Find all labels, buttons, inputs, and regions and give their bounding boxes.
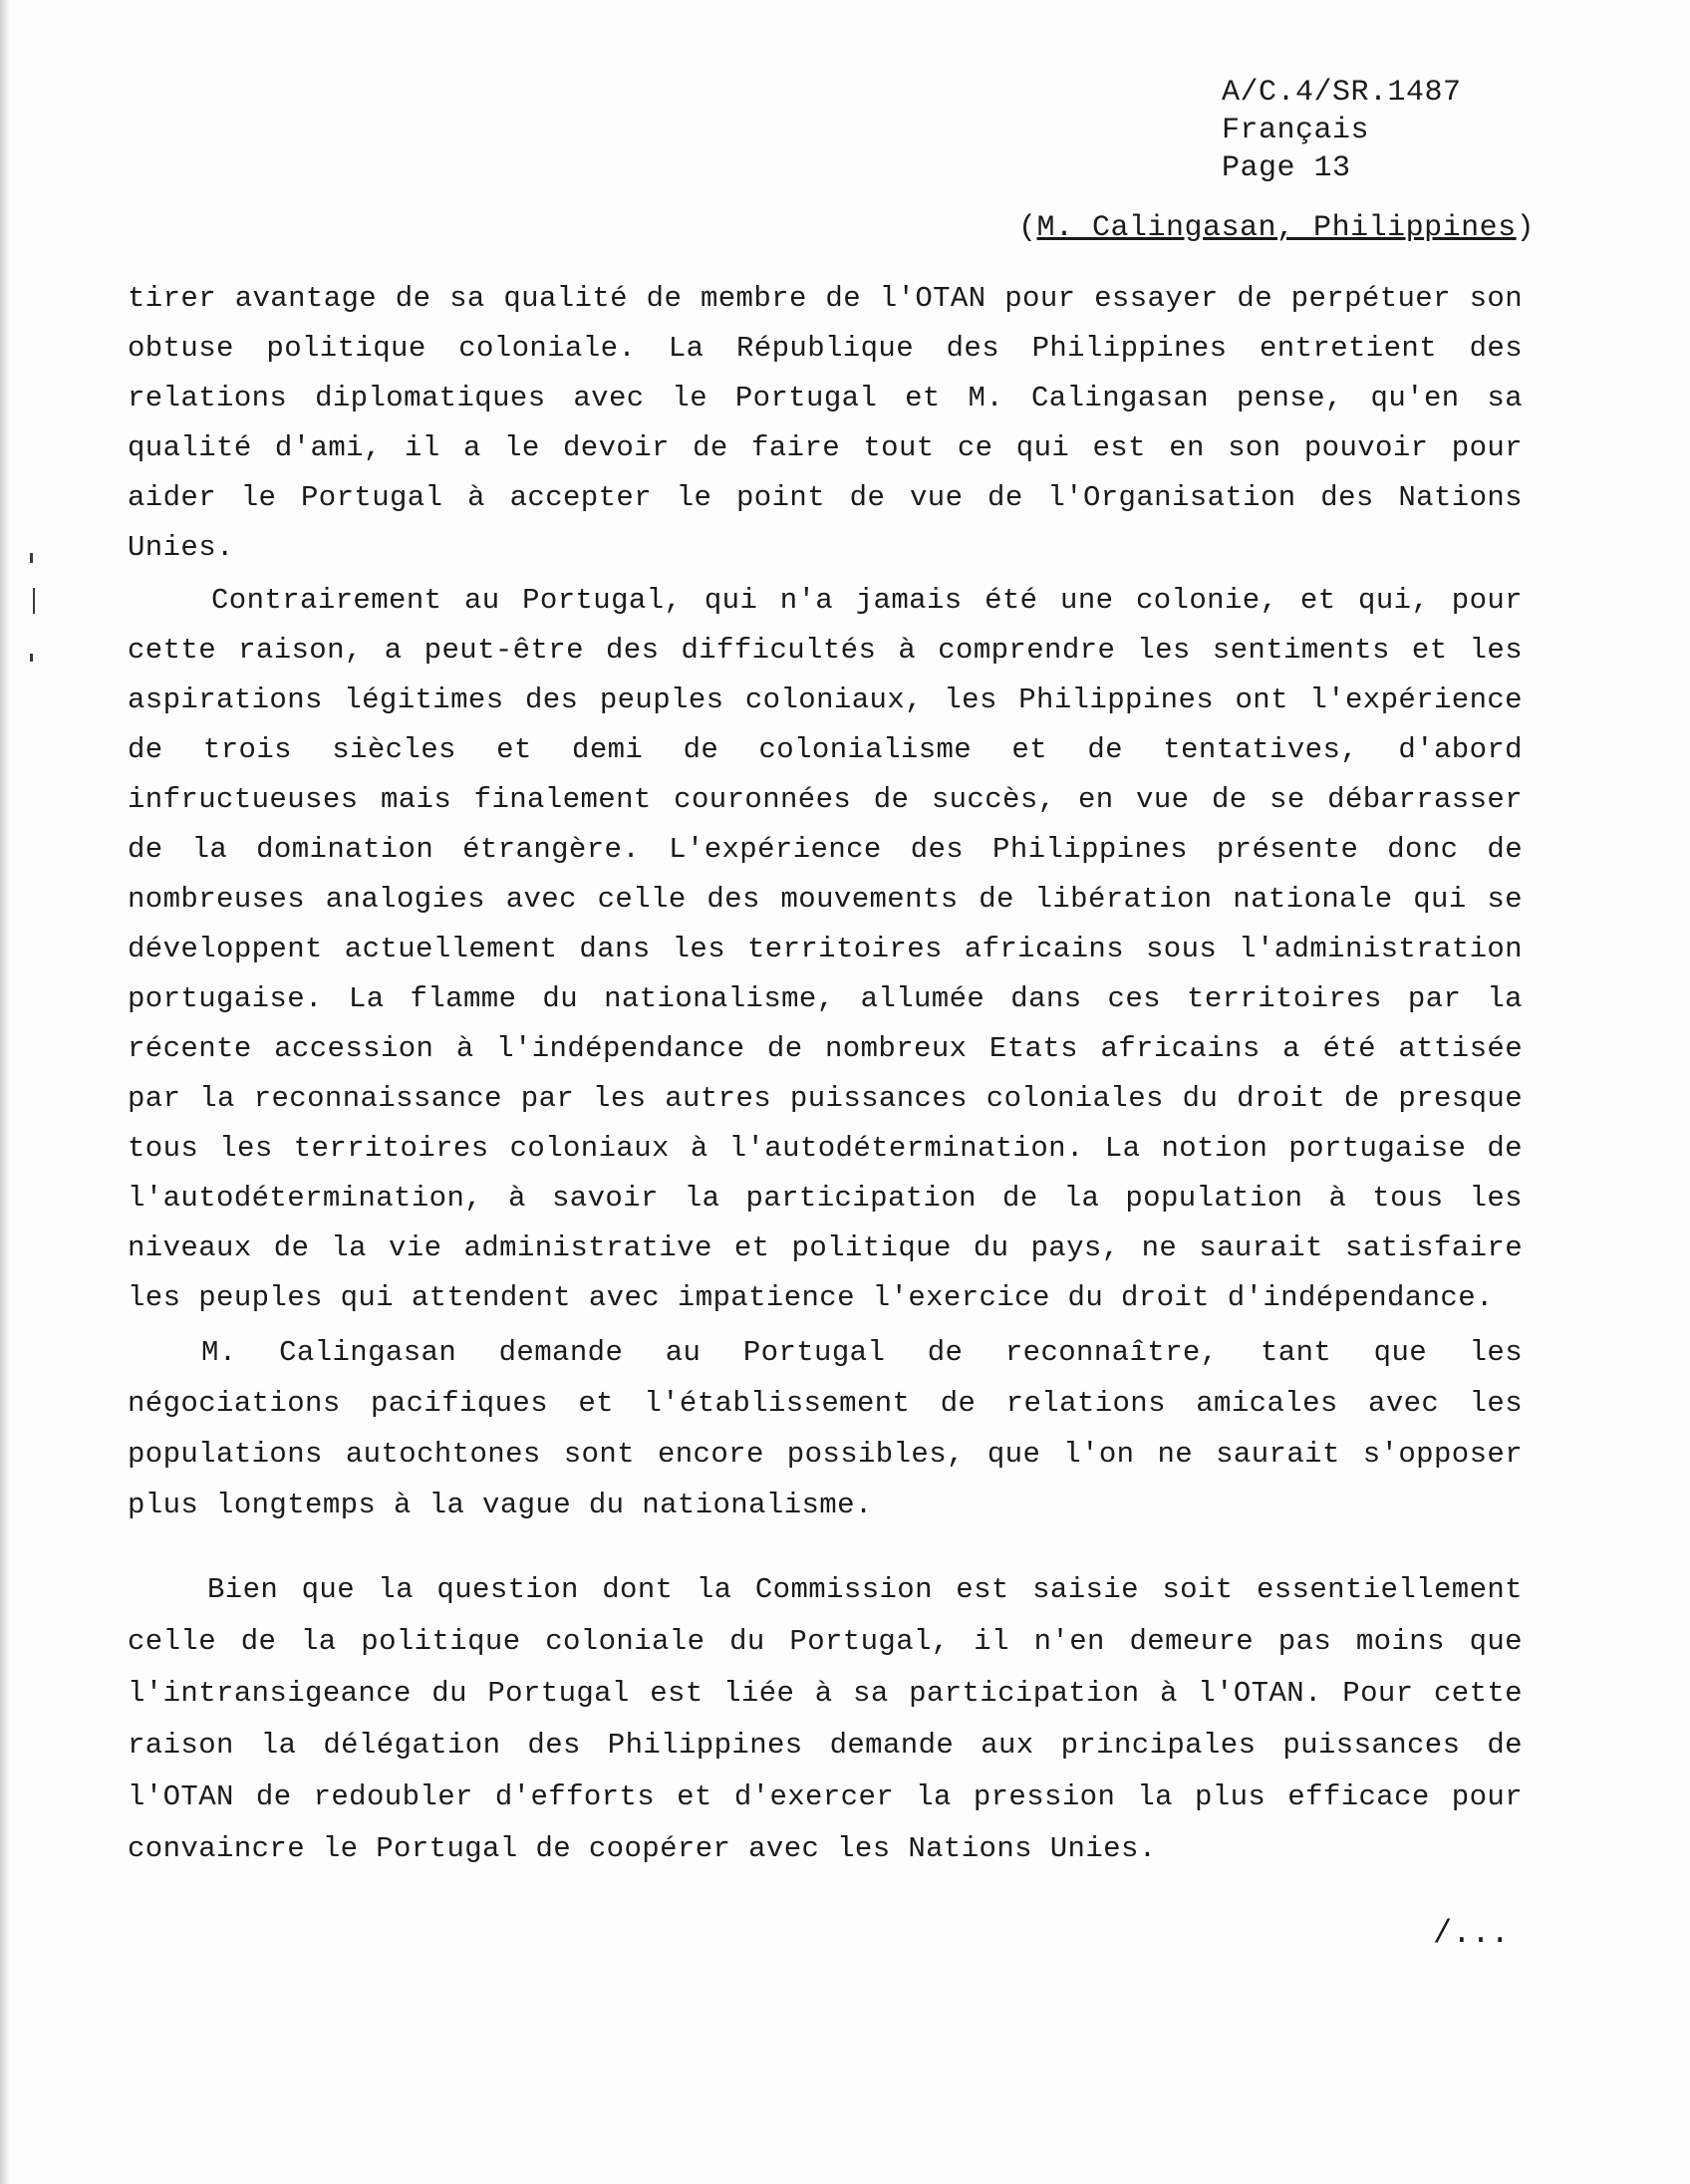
speaker-name: M. Calingasan, Philippines [1036, 211, 1517, 245]
paragraph-4: Bien que la question dont la Commission est saisie soit essentiellement celle de la politique coloniale du Portugal, il n'en demeure pas moins que l'intransigeance du Portugal est liée à sa participation à l'OTAN. Pour cette raison la délégation des Philippines demande aux principales puissances de l'OTAN de redoubler d'efforts et d'exercer la pression la plus efficace pour convaincre le Portugal de coopérer avec les Nations Unies. [128, 1573, 1523, 1865]
scan-speck [30, 553, 33, 563]
speaker-open-paren: ( [1018, 211, 1037, 245]
speaker-close-paren: ) [1516, 211, 1536, 245]
paragraph-2: Contrairement au Portugal, qui n'a jamais été une colonie, et qui, pour cette raison, a peut-être des difficultés à comprendre les sentiments et les aspirations légitimes des peuples coloniaux, les Philippines ont l'expérience de trois siècles et demi de colonialisme et de tentatives, d'abord infructueuses mais finalement couronnées de succès, en vue de se débarrasser de la domination étrangère. L'expérience des Philippines présente donc de nombreuses analogies avec celle des mouvements de libération nationale qui se développent actuellement dans les territoires africains sous l'administration portugaise. La flamme du nationalisme, allumée dans ces territoires par la récente accession à l'indépendance de nombreux Etats africains a été attisée par la reconnaissance par les autres puissances coloniales du droit de presque tous les territoires coloniaux à l'autodétermination. La notion portugaise de l'autodétermination, à savoir la participation de la population à tous les niveaux de la vie administrative et politique du pays, ne saurait satisfaire les peuples qui attendent avec impatience l'exercice du droit d'indépendance. [128, 584, 1523, 1314]
speaker-attribution [1018, 211, 1535, 245]
document-language: Français [1222, 114, 1370, 147]
page-number: Page 13 [1222, 151, 1351, 185]
scan-speck [33, 588, 35, 614]
paragraph-3: M. Calingasan demande au Portugal de reconnaître, tant que les négociations pacifiques et l'établissement de relations amicales avec les populations autochtones sont encore possibles, que l'on ne saurait s'opposer plus longtemps à la vague du nationalisme. [128, 1336, 1523, 1521]
continuation-marker: /... [1433, 1915, 1510, 1952]
scan-edge-shadow [0, 0, 10, 2184]
paragraph-1: tirer avantage de sa qualité de membre de l'OTAN pour essayer de perpétuer son obtuse politique coloniale. La République des Philippines entretient des relations diplomatiques avec le Portugal et M. Calingasan pense, qu'en sa qualité d'ami, il a le devoir de faire tout ce qui est en son pouvoir pour aider le Portugal à accepter le point de vue de l'Organisation des Nations Unies. [128, 282, 1523, 564]
document-symbol: A/C.4/SR.1487 [1222, 76, 1462, 110]
document-body [128, 274, 1523, 1875]
document-header [1222, 74, 1462, 187]
scan-speck [30, 654, 33, 662]
